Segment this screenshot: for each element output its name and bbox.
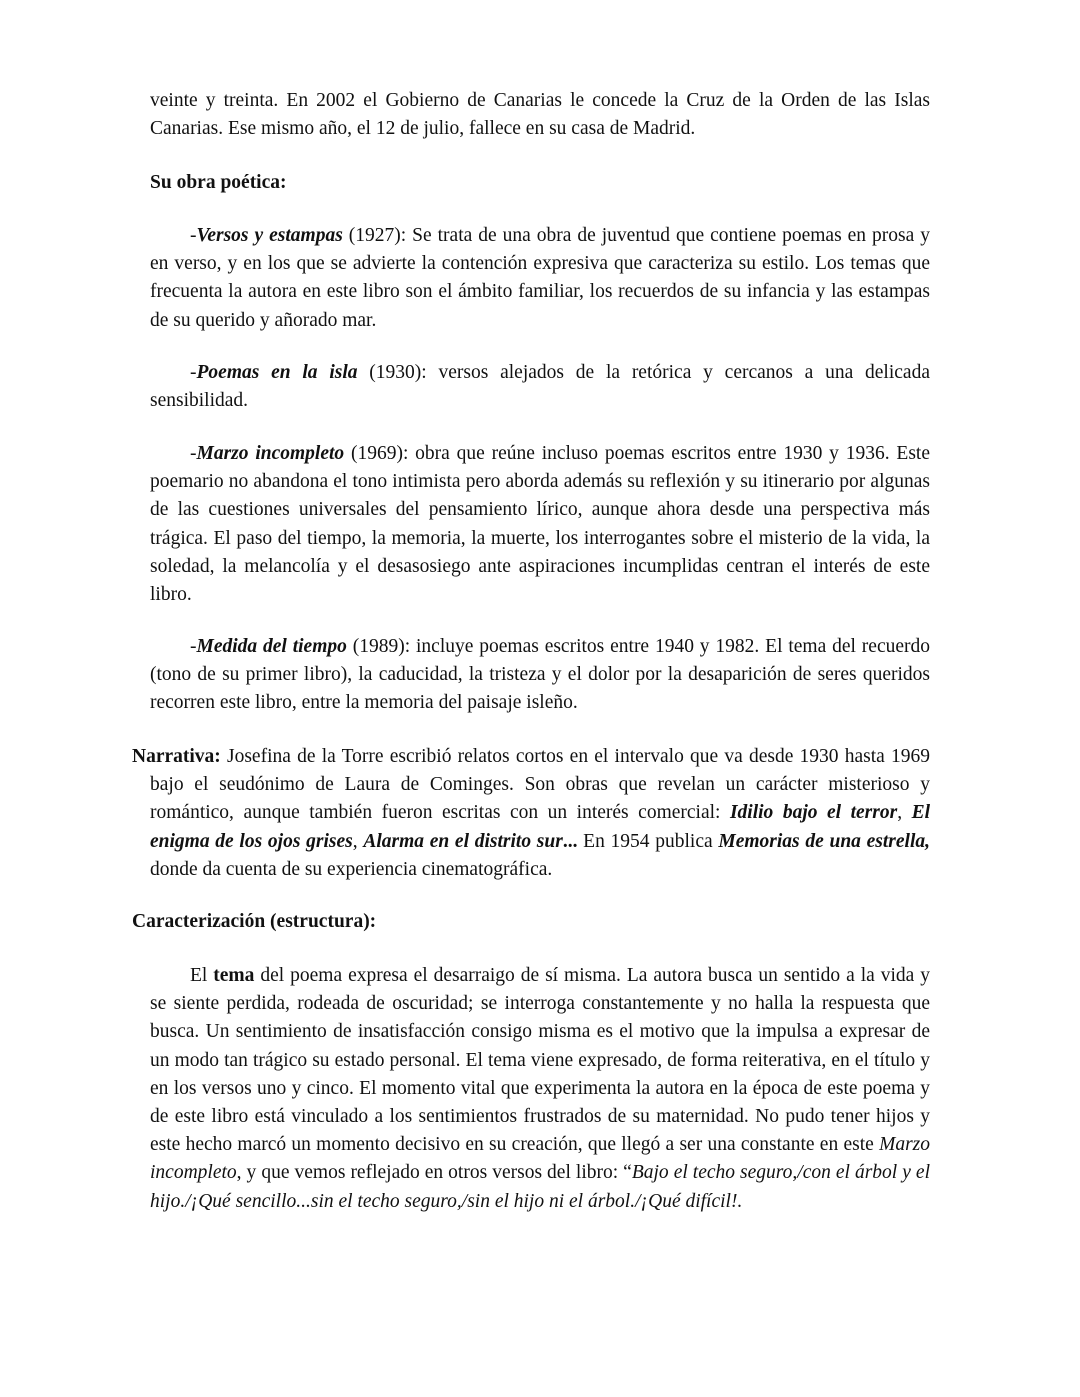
narrative-text: Josefina de la Torre escribió relatos cortos en el intervalo que va desde 1930 hasta 1969 bajo el seudónimo de Laura de Cominges. Son obras que revelan un carácter misterioso y romántico, aunque también fueron escritas con un interés comercial:	[150, 746, 930, 824]
theme-book-title: Marzo incompleto	[150, 1134, 930, 1184]
theme-keyword: tema	[213, 965, 255, 986]
work-dash: -	[190, 636, 197, 657]
theme-text: El	[190, 965, 214, 986]
intro-paragraph	[150, 87, 930, 143]
poetry-heading: Su obra poética:	[150, 172, 287, 193]
theme-quote: Bajo el techo seguro,/con el árbol y el hijo./¡Qué sencillo...sin el techo seguro,/sin el hijo ni el árbol./¡Qué difícil!.	[150, 1162, 931, 1212]
narrative-title-enigma: El enigma de los ojos grises	[150, 802, 931, 852]
work-title: Medida del tiempo	[196, 636, 347, 657]
work-description: (1927): Se trata de una obra de juventud que contiene poemas en prosa y en verso, y en los que se advierte la contención expresiva que caracteriza su estilo. Los temas que frecuenta la autora en este libro son el ámbito familiar, los recuerdos de su infancia y las estampas de su querido y añorado mar.	[150, 225, 930, 331]
theme-text: , y que vemos reflejado en otros versos del libro: “	[236, 1162, 632, 1184]
narrative-text: donde da cuenta de su experiencia cinematográfica.	[150, 858, 553, 880]
work-title: Versos y estampas	[196, 225, 343, 246]
work-title: Poemas en la isla	[196, 362, 358, 383]
intro-text: veinte y treinta. En 2002 el Gobierno de Canarias le concede la Cruz de la Orden de las Islas Canarias. Ese mismo año, el 12 de julio, fallece en su casa de Madrid.	[150, 90, 930, 140]
narrative-label: Narrativa:	[132, 746, 221, 767]
work-versos-y-estampas	[150, 222, 930, 335]
structure-heading: Caracterización (estructura):	[132, 911, 377, 932]
narrative-paragraph	[132, 743, 930, 884]
narrative-ellipsis: ...	[562, 830, 578, 852]
theme-paragraph	[150, 962, 930, 1216]
narrative-title-idilio: Idilio bajo el terror	[729, 802, 898, 824]
work-marzo-incompleto	[150, 440, 930, 609]
separator: ,	[897, 802, 912, 824]
work-dash: -	[190, 443, 197, 464]
work-dash: -	[190, 362, 197, 383]
narrative-title-alarma: Alarma en el distrito sur	[363, 830, 563, 852]
work-dash: -	[190, 225, 197, 246]
work-description: (1930): versos alejados de la retórica y cercanos a una delicada sensibilidad.	[150, 362, 930, 412]
work-description: (1989): incluye poemas escritos entre 1940 y 1982. El tema del recuerdo (tono de su primer libro), la caducidad, la tristeza y el dolor por la desaparición de seres queridos recorren este libro, entre la memoria del paisaje isleño.	[150, 636, 930, 714]
work-title: Marzo incompleto	[196, 443, 345, 464]
work-poemas-en-la-isla	[150, 359, 930, 415]
narrative-title-memorias: Memorias de una estrella,	[718, 830, 930, 852]
work-description: (1969): obra que reúne incluso poemas escritos entre 1930 y 1936. Este poemario no abandona el tono intimista pero aborda además su reflexión y su itinerario por algunas de las cuestiones universales del pensamiento lírico, aunque ahora desde una perspectiva más trágica. El paso del tiempo, la memoria, la muerte, los interrogantes sobre el misterio de la vida, la soledad, la melancolía y el desasosiego ante aspiraciones incumplidas centran el interés de este libro.	[150, 443, 930, 606]
theme-text: del poema expresa el desarraigo de sí misma. La autora busca un sentido a la vida y se siente perdida, rodeada de oscuridad; se interroga constantemente y no halla la respuesta que busca. Un sentimiento de insatisfacción consigo misma es el motivo que la impulsa a expresar de un modo tan trágico su estado personal. El tema viene expresado, de forma reiterativa, en el título y en los versos uno y cinco. El momento vital que experimenta la autora en la época de este poema y de este libro está vinculado a los sentimientos frustrados de su maternidad. No pudo tener hijos y este hecho marcó un momento decisivo en su creación, que llegó a ser una constante en este	[150, 965, 930, 1156]
work-medida-del-tiempo	[150, 633, 930, 718]
separator: ,	[352, 830, 364, 852]
narrative-text: En 1954 publica	[577, 830, 719, 852]
